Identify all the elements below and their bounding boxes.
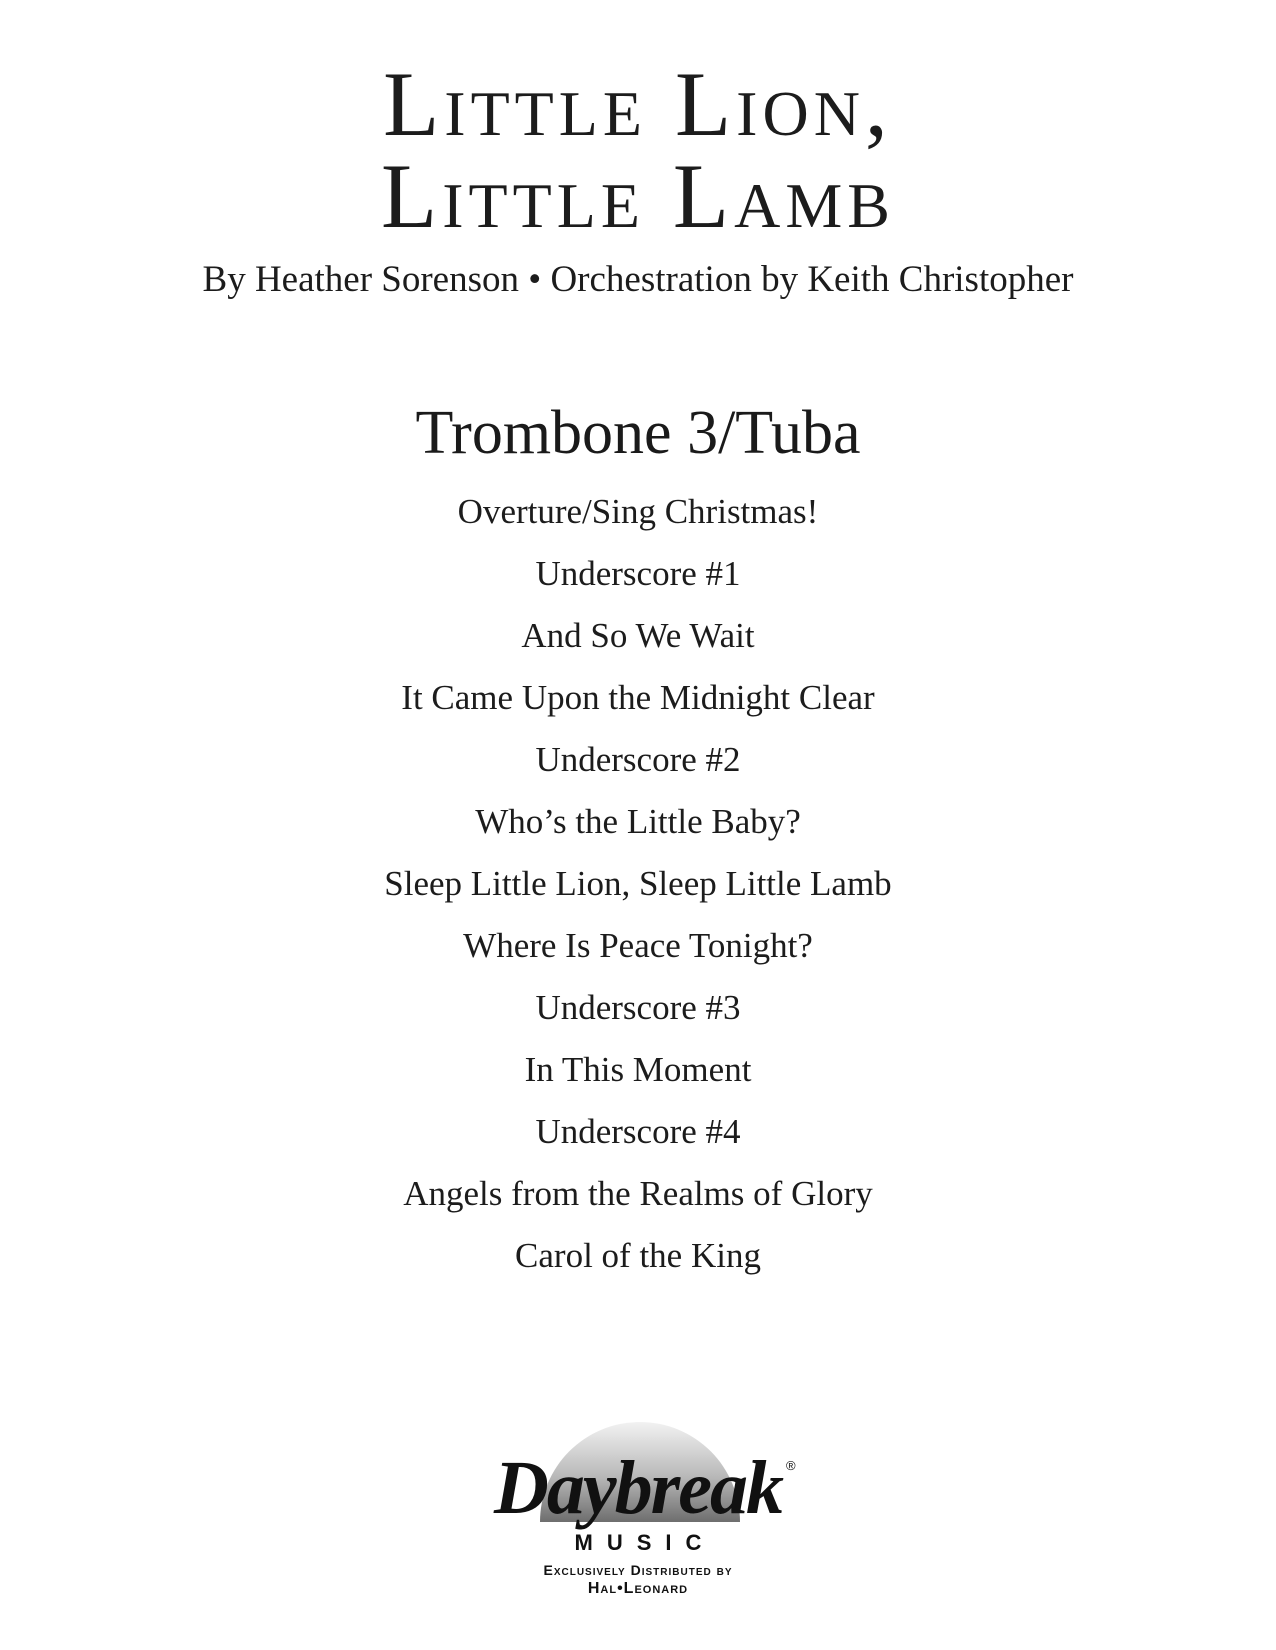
song-item: Carol of the King bbox=[515, 1236, 761, 1275]
song-item: Who’s the Little Baby? bbox=[475, 802, 801, 841]
song-item: Sleep Little Lion, Sleep Little Lamb bbox=[384, 864, 892, 903]
song-item: Underscore #2 bbox=[535, 740, 741, 779]
song-item: Underscore #4 bbox=[535, 1112, 741, 1151]
title-line-1: Little Lion, bbox=[383, 53, 893, 155]
registered-mark: ® bbox=[786, 1458, 796, 1473]
logo-wordmark: Daybreak bbox=[494, 1446, 782, 1530]
publisher-logo bbox=[470, 1410, 806, 1610]
song-item: It Came Upon the Midnight Clear bbox=[401, 678, 875, 717]
part-title: Trombone 3/Tuba bbox=[415, 399, 861, 467]
distribution-note: Exclusively Distributed by bbox=[543, 1562, 733, 1578]
song-item: And So We Wait bbox=[521, 616, 755, 655]
byline: By Heather Sorenson • Orchestration by Keith Christopher bbox=[202, 259, 1074, 300]
distributor-name: Hal•Leonard bbox=[587, 1580, 689, 1597]
title-line-2: Little Lamb bbox=[381, 145, 895, 247]
song-item: In This Moment bbox=[524, 1050, 752, 1089]
song-item: Underscore #1 bbox=[535, 554, 741, 593]
song-item: Underscore #3 bbox=[535, 988, 741, 1027]
title-block bbox=[0, 53, 1276, 247]
song-list bbox=[0, 481, 1276, 1287]
song-item: Where Is Peace Tonight? bbox=[463, 926, 813, 965]
song-item: Angels from the Realms of Glory bbox=[403, 1174, 873, 1213]
song-item: Overture/Sing Christmas! bbox=[457, 492, 819, 531]
logo-subtitle: MUSIC bbox=[574, 1530, 716, 1555]
